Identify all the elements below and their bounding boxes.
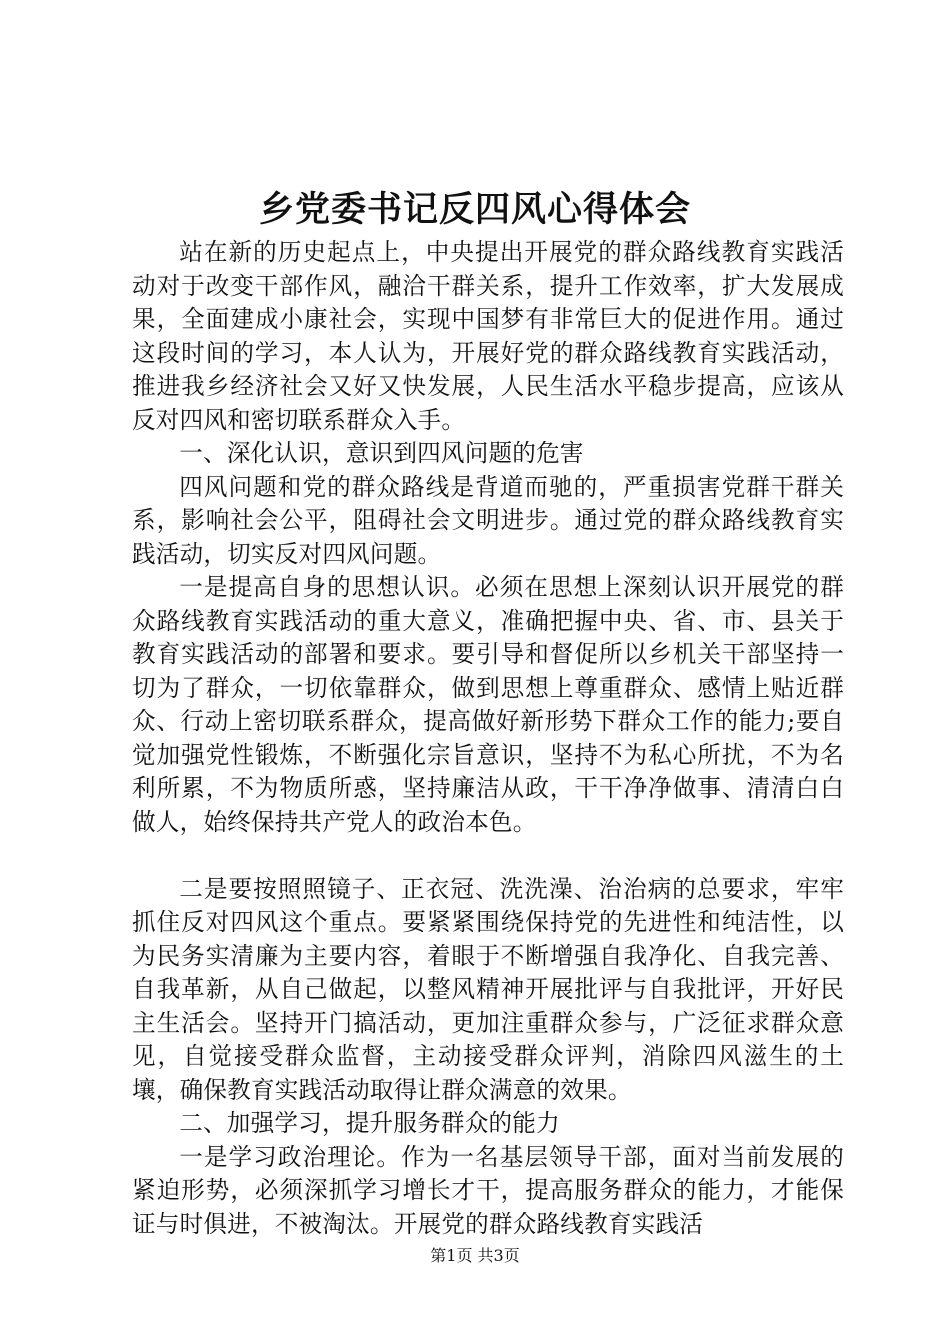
section-heading-1: 一、深化认识，意识到四风问题的危害: [179, 439, 584, 467]
document-body: [132, 236, 844, 1241]
paragraph-political-theory: 一是学习政治理论。作为一名基层领导干部，面对当前发展的紧迫形势，必须深抓学习增长才干，提高服务群众的能力，才能保证与时俱进，不被淘汰。开展党的群众路线教育实践活: [132, 1142, 844, 1238]
section-heading-2: 二、加强学习，提升服务群众的能力: [179, 1109, 560, 1137]
page-number: 第1页 共3页: [430, 1246, 520, 1265]
document-title: 乡党委书记反四风心得体会: [258, 189, 691, 230]
paragraph-four-winds-harm: 四风问题和党的群众路线是背道而驰的，严重损害党群干群关系，影响社会公平，阻碍社会文明进步。通过党的群众路线教育实践活动，切实反对四风问题。: [132, 472, 844, 568]
paragraph-intro: 站在新的历史起点上，中央提出开展党的群众路线教育实践活动对于改变干部作风，融洽干群关系，提升工作效率，扩大发展成果，全面建成小康社会，实现中国梦有非常巨大的促进作用。通过这段时间的学习，本人认为，开展好党的群众路线教育实践活动，推进我乡经济社会又好又快发展，人民生活水平稳步提高，应该从反对四风和密切联系群众入手。: [132, 238, 844, 434]
paragraph-spacer: [132, 839, 844, 873]
paragraph-general-requirements: 二是要按照照镜子、正衣冠、洗洗澡、治治病的总要求，牢牢抓住反对四风这个重点。要紧紧围绕保持党的先进性和纯洁性，以为民务实清廉为主要内容，着眼于不断增强自我净化、自我完善、自我革新，从自己做起，以整风精神开展批评与自我批评，开好民主生活会。坚持开门搞活动，更加注重群众参与，广泛征求群众意见，自觉接受群众监督，主动接受群众评判，消除四风滋生的土壤，确保教育实践活动取得让群众满意的效果。: [132, 874, 844, 1104]
paragraph-thinking-awareness: 一是提高自身的思想认识。必须在思想上深刻认识开展党的群众路线教育实践活动的重大意义，准确把握中央、省、市、县关于教育实践活动的部署和要求。要引导和督促所以乡机关干部坚持一切为了群众，一切依靠群众，做到思想上尊重群众、感情上贴近群众、行动上密切联系群众，提高做好新形势下群众工作的能力;要自觉加强党性锻炼，不断强化宗旨意识，坚持不为私心所扰，不为名利所累，不为物质所惑，坚持廉洁从政，干干净净做事、清清白白做人，始终保持共产党人的政治本色。: [132, 573, 844, 836]
